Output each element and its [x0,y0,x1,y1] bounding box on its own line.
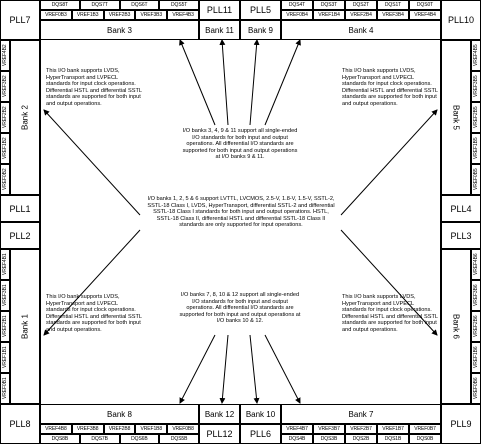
pll-bottom-left: PLL8 [0,404,40,444]
vref-pin-label: VREF0B8 [167,424,199,434]
vref-pin-label: VREF3B5 [471,71,481,102]
top-left-vref-row [40,10,199,20]
note-bottom-center: I/O banks 7, 8, 10 & 12 support all single-ended I/O standards for both input and output operations. All differential I/O standards are supported for both input and output operations at I/O banks 10 & 12. [179,292,301,324]
vref-pin-label: VREF1B3 [72,10,104,20]
note-bank-6: This I/O bank supports LVDS, HyperTransport and LVPECL standards for input clock operations. Differential HSTL and differential SSTL standards are supported for both input and output operations. [342,294,438,333]
dqs-pin-label: DQS0T [409,0,441,10]
arrow-to-bank11 [222,40,228,125]
vref-pin-label: VREF0B4 [281,10,313,20]
vref-pin-label: VREF0B6 [471,373,481,404]
pll-left-1: PLL1 [0,195,40,222]
vref-pin-label: VREF3B4 [377,10,409,20]
vref-pin-label: VREF4B7 [281,424,313,434]
vref-pin-label: VREF2B8 [104,424,136,434]
vref-pin-label: VREF1B4 [313,10,345,20]
note-center: I/O banks 1, 2, 5 & 6 support LVTTL, LVCMOS, 2.5-V, 1.8-V, 1.5-V, SSTL-2, SSTL-18 Class I, LVDS, HyperTransport, differential SSTL-2 and differential SSTL-18 Class I standards for both input and output operations. HSTL, SSTL-18 Class II, differential HSTL and differential SSTL-18 Class II standards are only supported for input operations. [147,196,335,228]
vref-pin-label: VREF4B5 [471,40,481,71]
vref-pin-label: VREF3B6 [471,280,481,311]
vref-pin-label: VREF1B8 [135,424,167,434]
bank-9-label: Bank 9 [240,20,281,40]
bank-12-label: Bank 12 [199,404,240,424]
dqs-pin-label: DQS3T [313,0,345,10]
bank-11-label: Bank 11 [199,20,240,40]
arrow-to-bank4 [265,40,300,125]
vref-pin-label: VREF2B6 [471,311,481,342]
top-right-vref-row [281,10,441,20]
vref-pin-label: VREF3B2 [0,71,10,102]
bank-3-label: Bank 3 [40,20,199,40]
dqs-pin-label: DQS5T [159,0,199,10]
vref-pin-label: VREF1B1 [0,342,10,373]
vref-pin-label: VREF4B2 [0,40,10,71]
dqs-pin-label: DQS1T [377,0,409,10]
vref-pin-label: VREF4B8 [40,424,72,434]
bottom-left-dqs-row [40,434,199,444]
dqs-pin-label: DQS3B [313,434,345,444]
vref-pin-label: VREF2B2 [0,102,10,133]
arrow-to-bank3 [180,40,215,125]
pll-top-center-left: PLL11 [199,0,240,20]
vref-pin-label: VREF4B1 [0,249,10,280]
dqs-pin-label: DQS1B [377,434,409,444]
dqs-pin-label: DQS4T [281,0,313,10]
dqs-pin-label: DQS2B [345,434,377,444]
right-lower-vref-column [471,249,481,404]
pll-top-center-right: PLL5 [240,0,281,20]
pll-top-left: PLL7 [0,0,40,40]
bank-4-label: Bank 4 [281,20,441,40]
vref-pin-label: VREF4B6 [471,249,481,280]
vref-pin-label: VREF2B7 [345,424,377,434]
vref-pin-label: VREF1B6 [471,342,481,373]
pll-bottom-center-left: PLL12 [199,424,240,444]
top-left-dqs-row [40,0,199,10]
vref-pin-label: VREF1B5 [471,133,481,164]
vref-pin-label: VREF4B4 [409,10,441,20]
vref-pin-label: VREF0B5 [471,164,481,195]
dqs-pin-label: DQS7T [80,0,120,10]
dqs-pin-label: DQS5B [159,434,199,444]
vref-pin-label: VREF0B7 [409,424,441,434]
note-bank-1: This I/O bank supports LVDS, HyperTransport and LVPECL standards for input clock operations. Differential HSTL and differential SSTL standards are supported for both input and output operations. [46,294,142,333]
left-upper-vref-column [0,40,10,195]
pll-right-1: PLL4 [441,195,481,222]
arrow-to-bank9 [250,40,257,125]
vref-pin-label: VREF3B8 [72,424,104,434]
bank-8-label: Bank 8 [40,404,199,424]
pll-bottom-center-right: PLL6 [240,424,281,444]
dqs-pin-label: DQS4B [281,434,313,444]
vref-pin-label: VREF0B2 [0,164,10,195]
bank-10-label: Bank 10 [240,404,281,424]
arrow-to-bank7 [265,335,300,403]
dqs-pin-label: DQS8B [40,434,80,444]
pll-top-right: PLL10 [441,0,481,40]
vref-pin-label: VREF4B3 [167,10,199,20]
dqs-pin-label: DQS6B [120,434,160,444]
vref-pin-label: VREF2B5 [471,102,481,133]
arrow-to-bank8 [180,335,215,403]
bottom-right-dqs-row [281,434,441,444]
dqs-pin-label: DQS6T [120,0,160,10]
dqs-pin-label: DQS0B [409,434,441,444]
bank-6-label: Bank 6 [441,249,471,404]
vref-pin-label: VREF3B1 [0,280,10,311]
dqs-pin-label: DQS7B [80,434,120,444]
vref-pin-label: VREF0B1 [0,373,10,404]
arrow-to-bank12 [222,335,228,403]
right-upper-vref-column [471,40,481,195]
bank-1-label: Bank 1 [10,249,40,404]
vref-pin-label: VREF2B3 [104,10,136,20]
bank-7-label: Bank 7 [281,404,441,424]
pll-left-2: PLL2 [0,222,40,249]
pll-right-2: PLL3 [441,222,481,249]
arrow-to-bank2 [44,110,140,215]
bottom-left-vref-row [40,424,199,434]
note-bank-2: This I/O bank supports LVDS, HyperTransport and LVPECL standards for input clock operations. Differential HSTL and differential SSTL standards are supported for both input and output operations. [46,68,142,107]
arrow-to-bank10 [250,335,257,403]
vref-pin-label: VREF2B1 [0,311,10,342]
vref-pin-label: VREF0B3 [40,10,72,20]
dqs-pin-label: DQS8T [40,0,80,10]
dqs-pin-label: DQS2T [345,0,377,10]
vref-pin-label: VREF3B3 [135,10,167,20]
note-bank-5: This I/O bank supports LVDS, HyperTransport and LVPECL standards for input clock operations. Differential HSTL and differential SSTL standards are supported for both input and output operations. [342,68,438,107]
vref-pin-label: VREF2B4 [345,10,377,20]
pll-bottom-right: PLL9 [441,404,481,444]
vref-pin-label: VREF1B2 [0,133,10,164]
note-top-center: I/O banks 3, 4, 9 & 11 support all single-ended I/O standards for both input and output operations. All differential I/O standards are supported for both input and output operations at I/O banks 9 & 11. [182,128,298,160]
bottom-right-vref-row [281,424,441,434]
bank-2-label: Bank 2 [10,40,40,195]
vref-pin-label: VREF1B7 [377,424,409,434]
bank-5-label: Bank 5 [441,40,471,195]
vref-pin-label: VREF3B7 [313,424,345,434]
arrow-to-bank5 [341,110,437,215]
top-right-dqs-row [281,0,441,10]
left-lower-vref-column [0,249,10,404]
